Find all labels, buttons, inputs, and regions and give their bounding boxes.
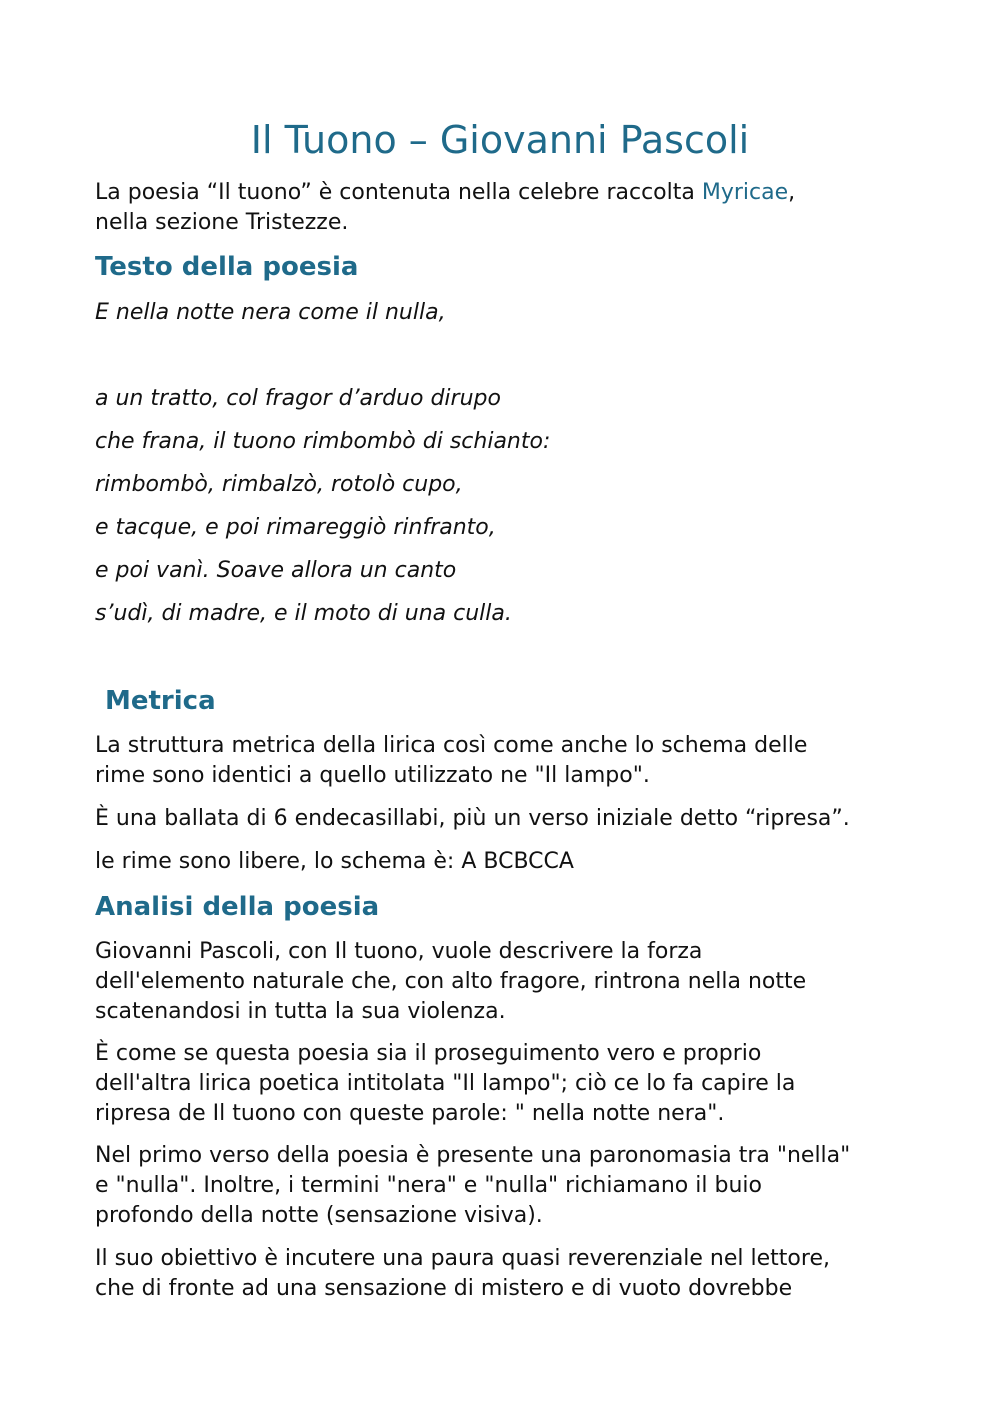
analisi-paragraph-2 — [95, 1039, 915, 1129]
intro-text-line2: nella sezione Tristezze. — [95, 210, 349, 235]
analisi-p2-line3: ripresa de Il tuono con queste parole: " nella notte nera". — [95, 1101, 725, 1126]
analisi-p1-line1: Giovanni Pascoli, con Il tuono, vuole descrivere la forza — [95, 939, 703, 964]
intro-text: La poesia “Il tuono” è contenuta nella celebre raccolta — [95, 180, 702, 205]
analisi-paragraph-3 — [95, 1141, 915, 1231]
verse-5: e tacque, e poi rimareggiò rinfranto, — [95, 515, 496, 540]
verse-3: che frana, il tuono rimbombò di schianto: — [95, 429, 551, 454]
analisi-p3-line2: e "nulla". Inoltre, i termini "nera" e "nulla" richiamano il buio — [95, 1173, 762, 1198]
analisi-p4-line2: che di fronte ad una sensazione di mistero e di vuoto dovrebbe — [95, 1276, 793, 1301]
page-title: Il Tuono – Giovanni Pascoli — [250, 118, 750, 162]
intro-paragraph — [95, 178, 915, 238]
analisi-p3-line1: Nel primo verso della poesia è presente una paronomasia tra "nella" — [95, 1143, 851, 1168]
heading-analisi: Analisi della poesia — [95, 892, 380, 922]
metrica-p1-line2: rime sono identici a quello utilizzato ne "Il lampo". — [95, 763, 650, 788]
verse-2: a un tratto, col fragor d’arduo dirupo — [95, 386, 501, 411]
analisi-paragraph-1 — [95, 937, 915, 1027]
verse-4: rimbombò, rimbalzò, rotolò cupo, — [95, 472, 463, 497]
verse-6: e poi vanì. Soave allora un canto — [95, 558, 457, 583]
metrica-paragraph-1 — [95, 731, 915, 791]
metrica-paragraph-2: È una ballata di 6 endecasillabi, più un verso iniziale detto “ripresa”. — [95, 806, 850, 831]
analisi-p4-line1: Il suo obiettivo è incutere una paura quasi reverenziale nel lettore, — [95, 1246, 830, 1271]
metrica-p1-line1: La struttura metrica della lirica così come anche lo schema delle — [95, 733, 808, 758]
intro-comma: , — [788, 180, 796, 205]
analisi-p1-line2: dell'elemento naturale che, con alto fragore, rintrona nella notte — [95, 969, 807, 994]
analisi-p2-line1: È come se questa poesia sia il proseguimento vero e proprio — [95, 1041, 762, 1066]
analisi-p2-line2: dell'altra lirica poetica intitolata "Il lampo"; ciò ce lo fa capire la — [95, 1071, 796, 1096]
verse-7: s’udì, di madre, e il moto di una culla. — [95, 601, 512, 626]
myricae-link[interactable]: Myricae — [701, 180, 789, 205]
heading-testo: Testo della poesia — [95, 252, 359, 282]
verse-1: E nella notte nera come il nulla, — [95, 300, 446, 325]
metrica-paragraph-3: le rime sono libere, lo schema è: A BCBCCA — [95, 849, 574, 874]
analisi-p3-line3: profondo della notte (sensazione visiva). — [95, 1203, 543, 1228]
analisi-p1-line3: scatenandosi in tutta la sua violenza. — [95, 999, 506, 1024]
heading-metrica: Metrica — [105, 686, 216, 716]
analisi-paragraph-4 — [95, 1244, 915, 1304]
